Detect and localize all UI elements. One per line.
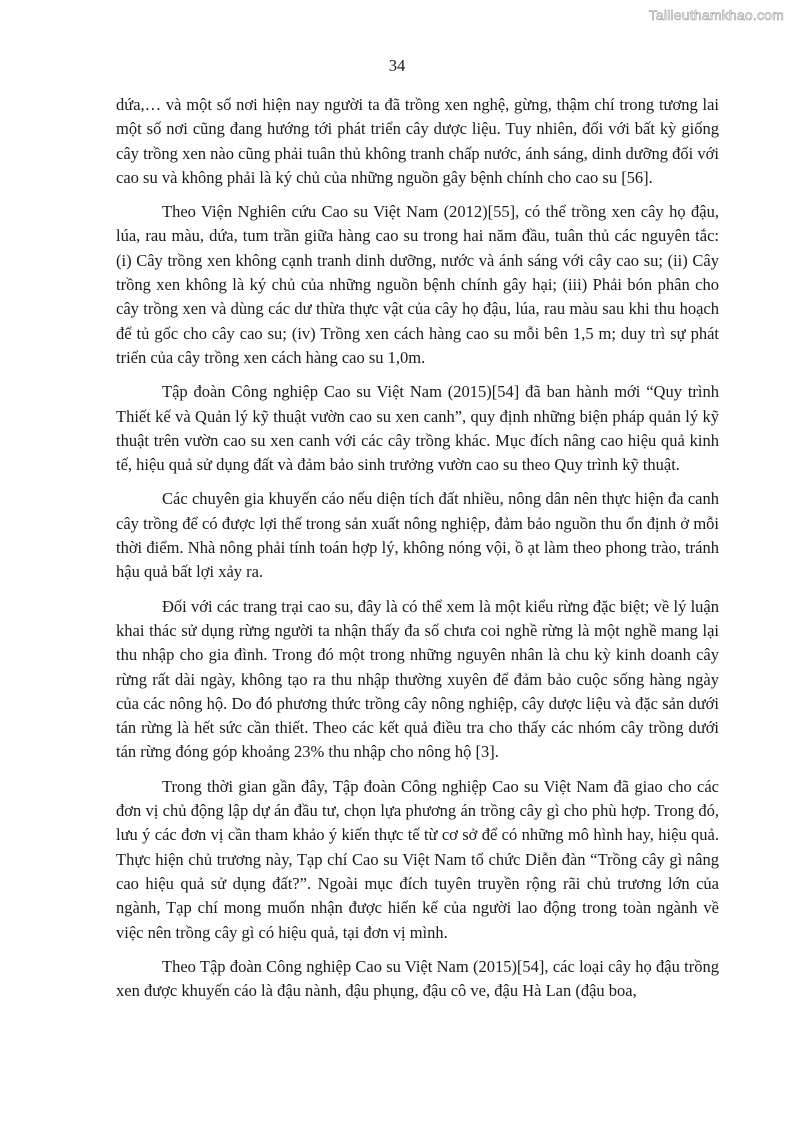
paragraph-3: Tập đoàn Công nghiệp Cao su Việt Nam (2015)[54] đã ban hành mới “Quy trình Thiết kế và Quản lý kỹ thuật vườn cao su xen canh”, quy định những biện pháp quản lý kỹ thuật trên vườn cao su xen canh với các cây trồng khác. Mục đích nâng cao hiệu quả kinh tế, hiệu quả sử dụng đất và đảm bảo sinh trưởng vườn cao su theo Quy trình kỹ thuật. — [116, 382, 719, 475]
paragraph-2: Theo Viện Nghiên cứu Cao su Việt Nam (2012)[55], có thể trồng xen cây họ đậu, lúa, rau màu, dứa, tum trần giữa hàng cao su trong hai năm đầu, tuân thủ các nguyên tắc: (i) Cây trồng xen không cạnh tranh dinh dưỡng, nước và ánh sáng với cây cao su; (ii) Cây trồng xen không là ký chủ của những nguồn bệnh chính gây hại; (iii) Phải bón phân cho cây trồng xen và dùng các dư thừa thực vật của cây họ đậu, lúa, rau màu sau khi thu hoạch để tủ gốc cho cây cao su; (iv) Trồng xen cách hàng cao su mỗi bên 1,5 m; duy trì sự phát triển của cây trồng xen cách hàng cao su 1,0m. — [116, 202, 719, 367]
paragraph-7: Theo Tập đoàn Công nghiệp Cao su Việt Nam (2015)[54], các loại cây họ đậu trồng xen được khuyến cáo là đậu nành, đậu phụng, đậu cô ve, đậu Hà Lan (đậu boa, — [116, 956, 719, 1001]
paragraph-6: Trong thời gian gần đây, Tập đoàn Công nghiệp Cao su Việt Nam đã giao cho các đơn vị chủ động lập dự án đầu tư, chọn lựa phương án trồng cây gì cho phù hợp. Trong đó, lưu ý các đơn vị cần tham khảo ý kiến thực tế từ cơ sở để có những mô hình hay, hiệu quả. Thực hiện chủ trương này, Tạp chí Cao su Việt Nam tổ chức Diễn đàn “Trồng cây gì nâng cao hiệu quả sử dụng đất?”. Ngoài mục đích tuyên truyền rộng rãi chủ trương lớn của ngành, Tạp chí mong muốn nhận được hiến kế của người lao động trong toàn ngành về việc nên trồng cây gì có hiệu quả, tại đơn vị mình. — [116, 776, 719, 942]
paragraph-1: dứa,… và một số nơi hiện nay người ta đã trồng xen nghệ, gừng, thậm chí trong tương lai một số nơi cũng đang hướng tới phát triển cây dược liệu. Tuy nhiên, đối với bất kỳ giống cây trồng xen nào cũng phải tuân thủ không tranh chấp nước, ánh sáng, dinh dưỡng đối với cao su và không phải là ký chủ của những nguồn gây bệnh chính cho cao su [56]. — [116, 95, 719, 187]
watermark-text: Tailieuthamkhao.com — [648, 7, 784, 23]
document-body — [116, 93, 719, 1013]
page-number: 34 — [388, 56, 406, 75]
paragraph-5: Đối với các trang trại cao su, đây là có thể xem là một kiểu rừng đặc biệt; về lý luận khai thác sử dụng rừng người ta nhận thấy đa số chưa coi nghề rừng là một nghề mang lại thu nhập cho gia đình. Trong đó một trong những nguyên nhân là chu kỳ kinh doanh cây rừng rất dài ngày, không tạo ra thu nhập thường xuyên để đảm bảo cuộc sống hàng ngày của các nông hộ. Do đó phương thức trồng cây nông nghiệp, cây dược liệu và đặc sản dưới tán rừng là hết sức cần thiết. Theo các kết quả điều tra cho thấy các nhóm cây trồng dưới tán rừng đóng góp khoảng 23% thu nhập cho nông hộ [3]. — [116, 596, 719, 762]
paragraph-4: Các chuyên gia khuyến cáo nếu diện tích đất nhiều, nông dân nên thực hiện đa canh cây trồng để có được lợi thế trong sản xuất nông nghiệp, đảm bảo nguồn thu ổn định ở mỗi thời điểm. Nhà nông phải tính toán hợp lý, không nóng vội, ồ ạt làm theo phong trào, tránh hậu quả bất lợi xảy ra. — [116, 489, 719, 582]
